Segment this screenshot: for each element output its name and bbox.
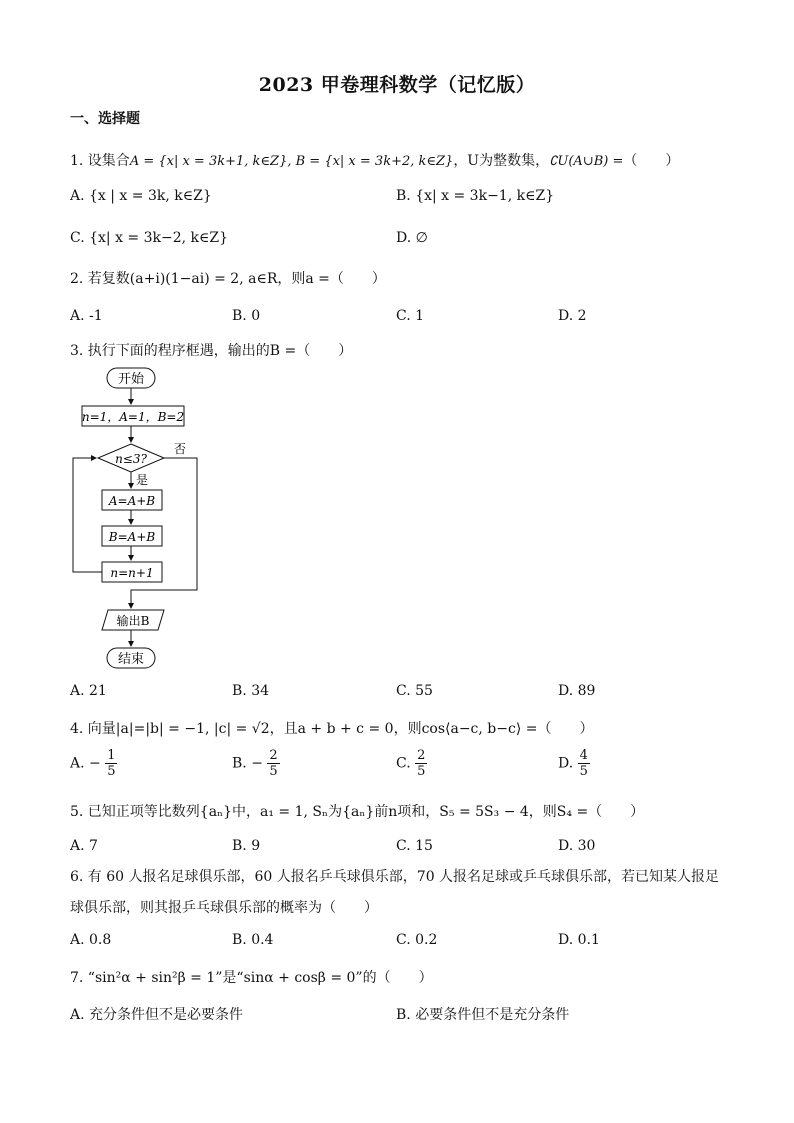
q4-a-numerator: 1 bbox=[107, 748, 116, 763]
q4-option-d bbox=[558, 748, 590, 779]
q4-c-denominator: 5 bbox=[417, 764, 426, 779]
q1-option-a: A. {x | x = 3k, k∈Z} bbox=[70, 188, 212, 204]
q4-b-denominator: 5 bbox=[269, 764, 278, 779]
question-7-stem: 7. “sin²α + sin²β = 1”是“sinα + cosβ = 0”的（ ） bbox=[70, 970, 433, 986]
q4-a-label: A. bbox=[70, 755, 85, 772]
q4-b-sign: − bbox=[251, 755, 263, 772]
flow-output-label: 输出B bbox=[116, 614, 150, 628]
q4-c-numerator: 2 bbox=[417, 748, 426, 763]
flow-step-b-label: B=A+B bbox=[108, 530, 156, 544]
q4-a-sign: − bbox=[89, 755, 101, 772]
question-1-stem bbox=[70, 150, 679, 170]
q5-option-b: B. 9 bbox=[232, 838, 261, 854]
q1-option-d: D. ∅ bbox=[396, 230, 428, 246]
q5-option-a: A. 7 bbox=[70, 838, 98, 854]
q3-option-d: D. 89 bbox=[558, 683, 596, 699]
q2-option-b: B. 0 bbox=[232, 308, 261, 324]
flow-end-label: 结束 bbox=[117, 652, 145, 667]
question-5-stem: 5. 已知正项等比数列{aₙ}中，a₁ = 1, Sₙ为{aₙ}前n项和，S₅ = 5S₃ − 4，则S₄ =（ ） bbox=[70, 804, 645, 820]
q4-d-fraction bbox=[578, 748, 590, 779]
q3-option-a: A. 21 bbox=[70, 683, 107, 699]
q4-d-denominator: 5 bbox=[579, 764, 588, 779]
question-4-stem: 4. 向量|a|=|b| = −1, |c| = √2，且a + b + c = 0，则cos⟨a−c, b−c⟩ =（ ） bbox=[70, 721, 594, 737]
flow-condition-label: n≤3? bbox=[115, 452, 147, 466]
q3-option-c: C. 55 bbox=[396, 683, 433, 699]
q2-option-a: A. -1 bbox=[70, 308, 103, 324]
q4-d-label: D. bbox=[558, 755, 574, 772]
q1-option-c: C. {x| x = 3k−2, k∈Z} bbox=[70, 230, 229, 246]
q6-option-b: B. 0.4 bbox=[232, 932, 274, 948]
question-2-stem: 2. 若复数(a+i)(1−ai) = 2, a∈R，则a =（ ） bbox=[70, 271, 386, 287]
q6-option-a: A. 0.8 bbox=[70, 932, 112, 948]
flow-step-n-label: n=n+1 bbox=[110, 566, 154, 580]
section-heading: 一、选择题 bbox=[70, 111, 140, 127]
flow-step-a-label: A=A+B bbox=[108, 494, 156, 508]
q5-option-d: D. 30 bbox=[558, 838, 596, 854]
q7-option-b: B. 必要条件但不是充分条件 bbox=[396, 1007, 570, 1023]
q1-mid-text: ，U为整数集， bbox=[453, 153, 550, 169]
q7-option-a: A. 充分条件但不是必要条件 bbox=[70, 1007, 244, 1023]
q4-option-c bbox=[396, 748, 427, 779]
q2-option-d: D. 2 bbox=[558, 308, 587, 324]
question-6-stem: 6. 有 60 人报名足球俱乐部，60 人报名乒乓球俱乐部，70 人报名足球或乒乓球俱乐部，若已知某人报足球俱乐部，则其报乒乓球俱乐部的概率为（ ） bbox=[70, 869, 720, 916]
flow-no-label: 否 bbox=[174, 442, 187, 456]
q4-option-a bbox=[70, 748, 117, 779]
q4-d-numerator: 4 bbox=[579, 748, 588, 763]
q1-complement-math: ∁U(A∪B) = bbox=[549, 154, 624, 169]
q4-a-fraction bbox=[105, 748, 117, 779]
q4-b-numerator: 2 bbox=[269, 748, 278, 763]
q1-option-b: B. {x| x = 3k−1, k∈Z} bbox=[396, 188, 555, 204]
q2-option-c: C. 1 bbox=[396, 308, 425, 324]
q4-c-fraction bbox=[415, 748, 427, 779]
program-flowchart bbox=[60, 362, 220, 672]
q4-c-label: C. bbox=[396, 755, 411, 772]
q6-option-d: D. 0.1 bbox=[558, 932, 600, 948]
flow-init-label: n=1，A=1，B=2 bbox=[81, 410, 185, 424]
flow-yes-label: 是 bbox=[136, 473, 149, 487]
q4-a-denominator: 5 bbox=[107, 764, 116, 779]
page-title: 2023 甲卷理科数学（记忆版） bbox=[258, 74, 536, 96]
q3-option-b: B. 34 bbox=[232, 683, 270, 699]
q1-stem-text: 1. 设集合 bbox=[70, 153, 130, 169]
q1-sets-math: A = {x| x = 3k+1, k∈Z}, B = {x| x = 3k+2, k∈Z} bbox=[129, 154, 454, 169]
q1-blank: （ ） bbox=[623, 153, 680, 169]
q4-option-b bbox=[232, 748, 280, 779]
question-3-stem: 3. 执行下面的程序框遇，输出的B =（ ） bbox=[70, 343, 353, 359]
q5-option-c: C. 15 bbox=[396, 838, 433, 854]
q6-option-c: C. 0.2 bbox=[396, 932, 438, 948]
flow-start-label: 开始 bbox=[117, 372, 145, 387]
q4-b-fraction bbox=[267, 748, 279, 779]
q4-b-label: B. bbox=[232, 755, 247, 772]
